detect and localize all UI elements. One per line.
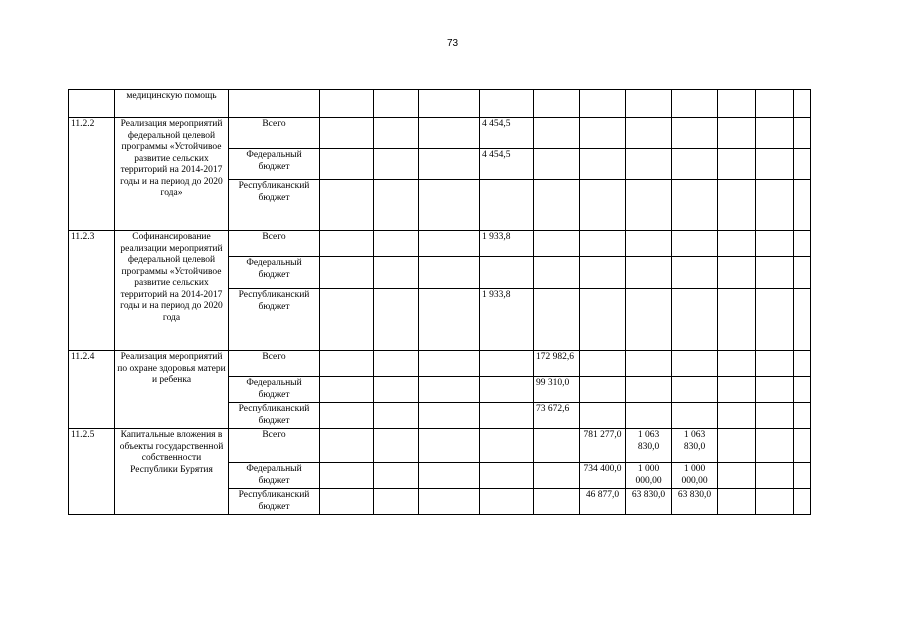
source-cell: Всего <box>229 231 320 257</box>
value-cell: 1 933,8 <box>480 231 534 257</box>
code-cell: 11.2.3 <box>69 231 115 351</box>
value-cell: 4 454,5 <box>480 149 534 180</box>
value-cell: 1 063 830,0 <box>626 429 672 463</box>
value-cell: 1 063 830,0 <box>672 429 718 463</box>
source-cell: Республиканский бюджет <box>229 180 320 231</box>
value-cell: 1 933,8 <box>480 289 534 351</box>
name-cell: Реализация мероприятий федеральной целевой программы «Устойчивое развитие сельских территорий на 2014-2017 годы и на период до 2020 года» <box>115 118 229 231</box>
source-cell: Республиканский бюджет <box>229 403 320 429</box>
source-cell: Всего <box>229 118 320 149</box>
source-cell: Федеральный бюджет <box>229 257 320 289</box>
value-cell: 63 830,0 <box>626 489 672 515</box>
value-cell: 172 982,6 <box>534 351 580 377</box>
name-cell: Реализация мероприятий по охране здоровья матери и ребенка <box>115 351 229 429</box>
source-cell: Федеральный бюджет <box>229 149 320 180</box>
value-cell: 4 454,5 <box>480 118 534 149</box>
table-row <box>69 429 811 463</box>
value-cell: 781 277,0 <box>580 429 626 463</box>
value-cell: 99 310,0 <box>534 377 580 403</box>
value-cell: 73 672,6 <box>534 403 580 429</box>
value-cell: 1 000 000,00 <box>626 463 672 489</box>
source-cell: Всего <box>229 429 320 463</box>
source-cell: Республиканский бюджет <box>229 289 320 351</box>
code-cell: 11.2.5 <box>69 429 115 515</box>
source-cell: Федеральный бюджет <box>229 463 320 489</box>
value-cell: 63 830,0 <box>672 489 718 515</box>
page-number: 73 <box>446 38 459 49</box>
table-row <box>69 231 811 257</box>
value-cell: 734 400,0 <box>580 463 626 489</box>
name-cell: Софинансирование реализации мероприятий федеральной целевой программы «Устойчивое развитие сельских территорий на 2014-2017 годы и на период до 2020 года <box>115 231 229 351</box>
source-cell: Федеральный бюджет <box>229 377 320 403</box>
code-cell <box>69 90 115 118</box>
name-cell: Капитальные вложения в объекты государственной собственности Республики Бурятия <box>115 429 229 515</box>
code-cell: 11.2.2 <box>69 118 115 231</box>
value-cell: 46 877,0 <box>580 489 626 515</box>
budget-table <box>68 89 811 515</box>
table-row <box>69 118 811 149</box>
code-cell: 11.2.4 <box>69 351 115 429</box>
name-cell: медицинскую помощь <box>115 90 229 118</box>
source-cell: Всего <box>229 351 320 377</box>
table-row <box>69 351 811 377</box>
source-cell: Республиканский бюджет <box>229 489 320 515</box>
value-cell: 1 000 000,00 <box>672 463 718 489</box>
continuation-row <box>69 90 811 118</box>
